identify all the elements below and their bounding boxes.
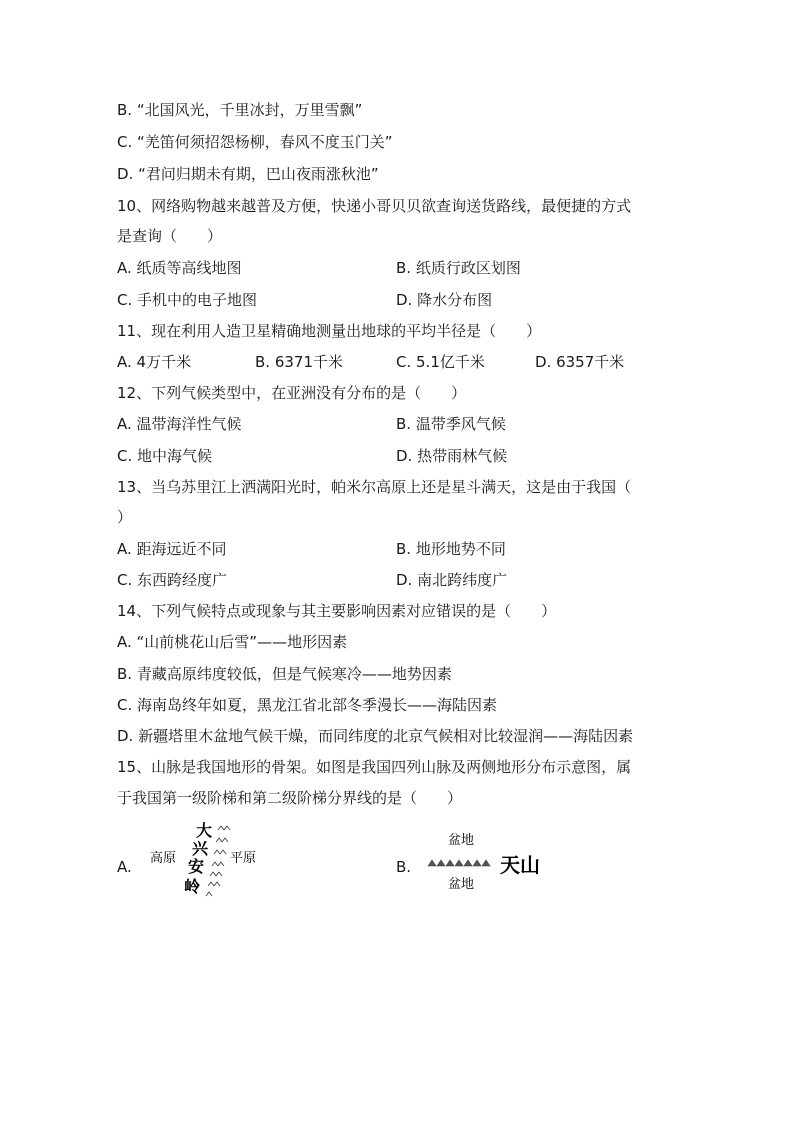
q13-stem-line2: ） xyxy=(117,508,133,526)
q11-option-c: C. 5.1亿千米 xyxy=(396,353,485,371)
figure-b-bottom-label: 盆地 xyxy=(448,877,475,892)
q10-option-c: C. 手机中的电子地图 xyxy=(117,291,258,309)
q15-option-b-label: B. xyxy=(396,858,412,876)
q12-stem: 12、下列气候类型中，在亚洲没有分布的是（ ） xyxy=(117,384,467,402)
q14-option-c: C. 海南岛终年如夏，黑龙江省北部冬季漫长——海陆因素 xyxy=(117,696,498,714)
q9-option-c: C. “羌笛何须招怨杨柳，春风不度玉门关” xyxy=(117,133,393,151)
figure-a-mountain-char-4: 岭 xyxy=(184,877,201,896)
figure-a-mountain-char-3: 安 xyxy=(188,857,205,876)
q12-option-b: B. 温带季风气候 xyxy=(396,415,506,433)
q9-option-b: B. “北国风光，千里冰封，万里雪飘” xyxy=(117,101,363,119)
q9-option-d: D. “君问归期未有期，巴山夜雨涨秋池” xyxy=(117,165,379,183)
q11-option-a: A. 4万千米 xyxy=(117,353,192,371)
q12-option-c: C. 地中海气候 xyxy=(117,447,213,465)
q10-stem-line2: 是查询（ ） xyxy=(117,227,223,245)
q15-stem-line1: 15、山脉是我国地形的骨架。如图是我国四列山脉及两侧地形分布示意图，属 xyxy=(117,758,632,776)
q14-stem: 14、下列气候特点或现象与其主要影响因素对应错误的是（ ） xyxy=(117,602,557,620)
q11-stem: 11、现在利用人造卫星精确地测量出地球的平均半径是（ ） xyxy=(117,322,542,340)
q12-option-d: D. 热带雨林气候 xyxy=(396,447,508,465)
figure-a-left-label: 高原 xyxy=(150,851,177,866)
figure-a-mountain-char-1: 大 xyxy=(196,821,213,840)
q13-stem-line1: 13、当乌苏里江上洒满阳光时，帕米尔高原上还是星斗满天，这是由于我国（ xyxy=(117,478,632,496)
q11-option-d: D. 6357千米 xyxy=(535,353,625,371)
figure-b-top-label: 盆地 xyxy=(448,833,475,848)
q10-option-a: A. 纸质等高线地图 xyxy=(117,259,242,277)
figure-a-mountain-char-2: 兴 xyxy=(192,839,209,858)
figure-a-mountain-diagram xyxy=(144,818,264,900)
figure-b-mountain-symbols xyxy=(428,860,490,866)
q13-option-d: D. 南北跨纬度广 xyxy=(396,571,508,589)
figure-b-mountain-label: 天山 xyxy=(500,853,540,877)
q15-stem-line2: 于我国第一级阶梯和第二级阶梯分界线的是（ ） xyxy=(117,789,463,807)
figure-a-right-label: 平原 xyxy=(230,851,257,866)
q11-option-b: B. 6371千米 xyxy=(255,353,344,371)
q14-option-b: B. 青藏高原纬度较低，但是气候寒冷——地势因素 xyxy=(117,665,452,683)
q10-option-b: B. 纸质行政区划图 xyxy=(396,259,521,277)
figure-b-mountain-diagram xyxy=(424,828,554,894)
q10-stem-line1: 10、网络购物越来越普及方便，快递小哥贝贝欲查询送货路线，最便捷的方式 xyxy=(117,197,632,215)
q13-option-b: B. 地形地势不同 xyxy=(396,540,506,558)
q12-option-a: A. 温带海洋性气候 xyxy=(117,415,242,433)
q10-option-d: D. 降水分布图 xyxy=(396,291,493,309)
q13-option-c: C. 东西跨经度广 xyxy=(117,571,228,589)
q15-option-a-label: A. xyxy=(117,858,132,876)
q14-option-a: A. “山前桃花山后雪”——地形因素 xyxy=(117,633,348,651)
q14-option-d: D. 新疆塔里木盆地气候干燥，而同纬度的北京气候相对比较湿润——海陆因素 xyxy=(117,727,634,745)
q13-option-a: A. 距海远近不同 xyxy=(117,540,227,558)
